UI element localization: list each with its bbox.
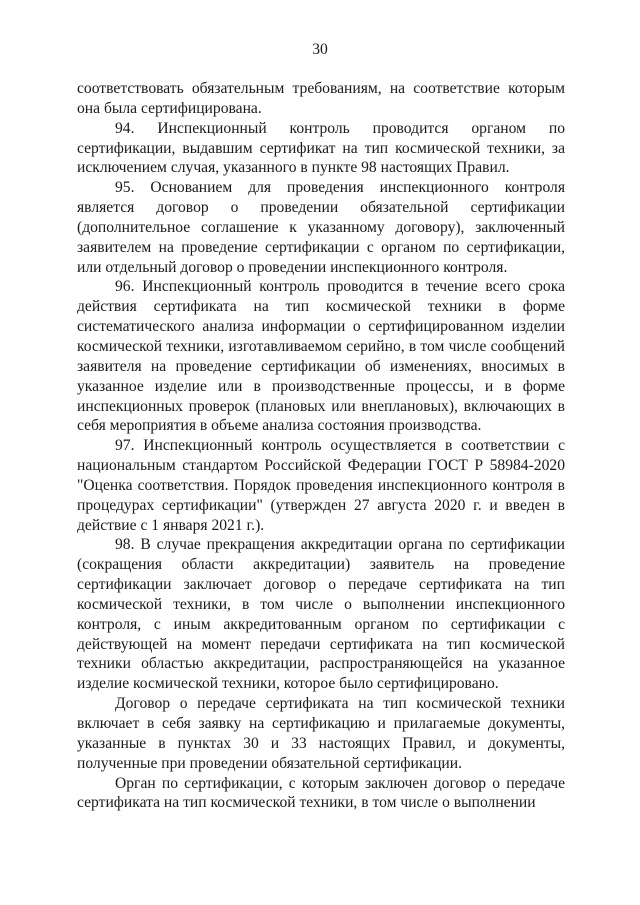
paragraph-98-transfer-contract: Договор о передаче сертификата на тип космической техники включает в себя заявку на сертификацию и прилагаемые документы, указанные в пунктах 30 и 33 настоящих Правил, и документы, полученные при проведении обязательной сертификации.: [77, 695, 565, 772]
paragraph-94: 94. Инспекционный контроль проводится органом по сертификации, выдавшим сертификат на тип космической техники, за исключением случая, указанного в пункте 98 настоящих Правил.: [77, 119, 565, 177]
paragraph-97: 97. Инспекционный контроль осуществляется в соответствии с национальным стандартом Российской Федерации ГОСТ Р 58984-2020 "Оценка соответствия. Порядок проведения инспекционного контроля в процедурах сертификации" (утвержден 27 августа 2020 г. и введен в действие с 1 января 2021 г.).: [77, 437, 565, 534]
paragraph-95: 95. Основанием для проведения инспекционного контроля является договор о проведении обязательной сертификации (дополнительное соглашение к указанному договору), заключенный заявителем на проведение сертификации с органом по сертификации, или отдельный договор о проведении инспекционного контроля.: [77, 179, 565, 276]
document-body: [77, 79, 565, 813]
paragraph-continuation: соответствовать обязательным требованиям, на соответствие которым она была сертифицирована.: [77, 80, 565, 117]
paragraph-98: 98. В случае прекращения аккредитации органа по сертификации (сокращения области аккредитации) заявитель на проведение сертификации заключает договор о передаче сертификата на тип космической техники, в том числе о выполнении инспекционного контроля, с иным аккредитованным органом по сертификации с действующей на момент передачи сертификата на тип космической техники областью аккредитации, распространяющейся на указанное изделие космической техники, которое было сертифицировано.: [77, 536, 565, 693]
page-number: 30: [312, 41, 328, 58]
paragraph-98-certification-body: Орган по сертификации, с которым заключен договор о передаче сертификата на тип космической техники, в том числе о выполнении: [77, 774, 565, 812]
paragraph-96: 96. Инспекционный контроль проводится в течение всего срока действия сертификата на тип космической техники в форме систематического анализа информации о сертифицированном изделии космической техники, изготавливаемом серийно, в том числе сообщений заявителя на проведение сертификации об изменениях, вносимых в указанное изделие или в производственные процессы, и в форме инспекционных проверок (плановых или внеплановых), включающих в себя мероприятия в объеме анализа состояния производства.: [77, 278, 565, 435]
